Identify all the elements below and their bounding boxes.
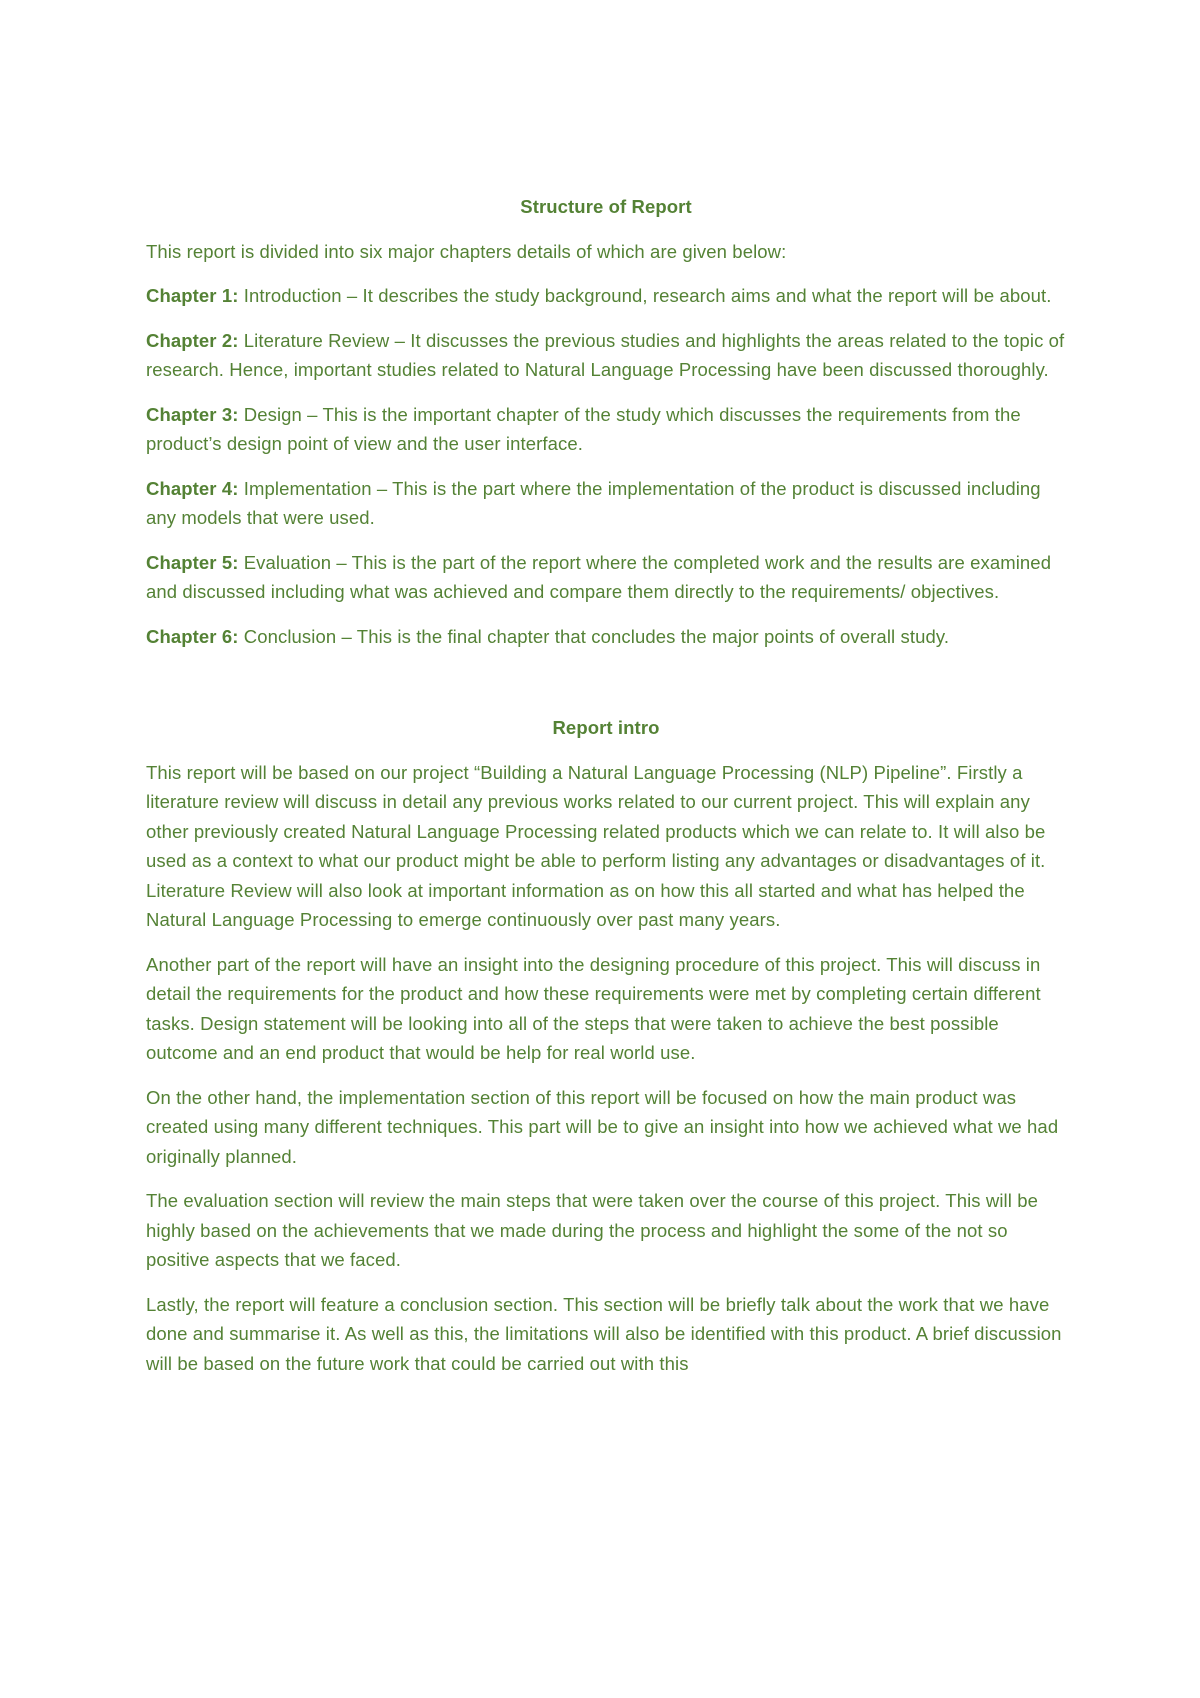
chapter-4-label: Chapter 4: <box>146 477 239 499</box>
chapter-1-text: Introduction – It describes the study background, research aims and what the report will be about. <box>238 285 1052 306</box>
report-intro-heading: Report intro <box>552 717 660 738</box>
report-intro-paragraph-1: This report will be based on our project “Building a Natural Language Processing (NLP) Pipeline”. Firstly a literature review will discuss in detail any previous works related to our current project. This will explain any other previously created Natural Language Processing related products which we can relate to. It will also be used as a context to what our product might be able to perform listing any advantages or disadvantages of it. Literature Review will also look at important information as on how this all started and what has helped the Natural Language Processing to emerge continuously over past many years. <box>146 761 1046 930</box>
chapter-2-text: Literature Review – It discusses the previous studies and highlights the areas related to the topic of research. Hence, important studies related to Natural Language Processing have been discussed thoroughly. <box>146 329 1065 380</box>
chapter-3-item <box>146 400 1066 459</box>
chapter-1-label: Chapter 1: <box>146 285 239 306</box>
chapter-6-label: Chapter 6: <box>146 625 239 647</box>
section-spacer <box>146 666 1066 713</box>
report-intro-paragraph-5: Lastly, the report will feature a conclusion section. This section will be briefly talk about the work that we have done and summarise it. As well as this, the limitations will also be identified with this product. A brief discussion will be based on the future work that could be carried out with this <box>146 1293 1062 1374</box>
report-intro-paragraph-2: Another part of the report will have an insight into the designing procedure of this project. This will discuss in detail the requirements for the product and how these requirements were met by completing certain different tasks. Design statement will be looking into all of the steps that were taken to achieve the best possible outcome and an end product that would be help for real world use. <box>146 953 1041 1063</box>
structure-intro: This report is divided into six major chapters details of which are given below: <box>146 240 787 262</box>
report-intro-paragraph-4: The evaluation section will review the main steps that were taken over the course of this project. This will be highly based on the achievements that we made during the process and highlight the some of the not so positive aspects that we faced. <box>146 1190 1038 1270</box>
chapter-4-text: Implementation – This is the part where the implementation of the product is discussed including any models that were used. <box>146 477 1041 528</box>
chapter-5-item <box>146 548 1066 607</box>
chapter-3-text: Design – This is the important chapter of the study which discusses the requirements from the product’s design point of view and the user interface. <box>146 403 1021 454</box>
chapter-5-text: Evaluation – This is the part of the report where the completed work and the results are examined and discussed including what was achieved and compare them directly to the requirements/ objectives. <box>146 551 1052 602</box>
chapter-1-item <box>146 281 1066 311</box>
chapter-5-label: Chapter 5: <box>146 551 239 573</box>
report-intro-paragraph-3: On the other hand, the implementation section of this report will be focused on how the main product was created using many different techniques. This part will be to give an insight into how we achieved what we had originally planned. <box>146 1086 1059 1167</box>
chapter-2-label: Chapter 2: <box>146 329 239 351</box>
chapter-6-item <box>146 622 1066 652</box>
chapter-4-item <box>146 474 1066 533</box>
chapter-2-item <box>146 326 1066 385</box>
structure-heading: Structure of Report <box>520 196 692 217</box>
chapter-3-label: Chapter 3: <box>146 403 239 425</box>
document-body <box>146 192 1066 1393</box>
chapter-6-text: Conclusion – This is the final chapter that concludes the major points of overall study. <box>238 625 950 647</box>
